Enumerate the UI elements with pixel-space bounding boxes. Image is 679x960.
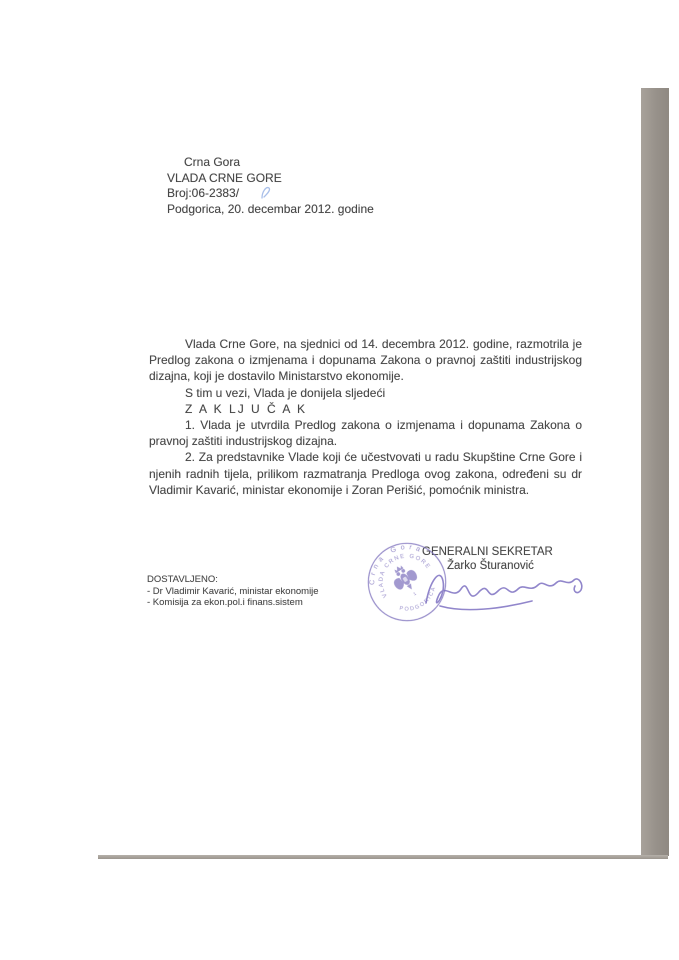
stamp-number: 1 — [412, 590, 418, 597]
letterhead-place-date: Podgorica, 20. decembar 2012. godine — [167, 201, 374, 216]
conclusion-heading: Z A K LJ U Č A K — [185, 401, 308, 416]
distribution-item: - Komisija za ekon.pol.i finans.sistem — [147, 597, 303, 608]
stamp-ring-text: VLADA CRNE GORE — [378, 553, 432, 599]
distribution-label: DOSTAVLJENO: — [147, 574, 218, 585]
conclusion-item-2: 2. Za predstavnike Vlade koji će učestvovati u radu Skupštine Crne Gore i njenih radnih tijela, prilikom razmatranja Predloga ovog zakona, određeni su dr Vladimir Kavarić, ministar ekonomije i Zoran Perišić, pomoćnik ministra. — [149, 450, 582, 497]
document-body — [149, 336, 582, 498]
conclusion-item-1: 1. Vlada je utvrdila Predlog zakona o izmjenama i dopunama Zakona o pravnoj zaštiti industrijskog dizajna. — [149, 418, 582, 449]
coat-of-arms-eagle-icon — [387, 560, 422, 596]
distribution-list — [147, 574, 319, 609]
handwritten-signature — [420, 551, 600, 613]
letterhead-institution: VLADA CRNE GORE — [167, 170, 282, 185]
signatory-title: GENERALNI SEKRETAR — [422, 546, 553, 558]
lead-in-line: S tim u vezi, Vlada je donijela sljedeći — [185, 385, 386, 400]
paper-edge-shadow-right — [641, 88, 669, 856]
letterhead-number: Broj:06-2383/ — [167, 186, 240, 200]
handwritten-number-mark — [259, 183, 273, 201]
pen-stroke — [262, 188, 270, 198]
signatory-name: Žarko Šturanović — [447, 560, 534, 572]
distribution-item: - Dr Vladimir Kavarić, ministar ekonomije — [147, 585, 319, 597]
stamp-bottom-text: PODGORICA — [398, 585, 438, 613]
stamp-outer-text: Crna Gora — [368, 543, 426, 586]
paper-edge-shadow-bottom — [98, 855, 668, 859]
signature-stroke-under — [440, 601, 532, 610]
letterhead-country: Crna Gora — [184, 155, 241, 169]
intro-paragraph: Vlada Crne Gore, na sjednici od 14. decembra 2012. godine, razmotrila je Predlog zakona o izmjenama i dopunama Zakona o pravnoj zaštiti industrijskog dizajna, koji je dostavilo Ministarstvo ekonomije. — [149, 337, 582, 384]
signature-stroke-main — [426, 575, 582, 603]
